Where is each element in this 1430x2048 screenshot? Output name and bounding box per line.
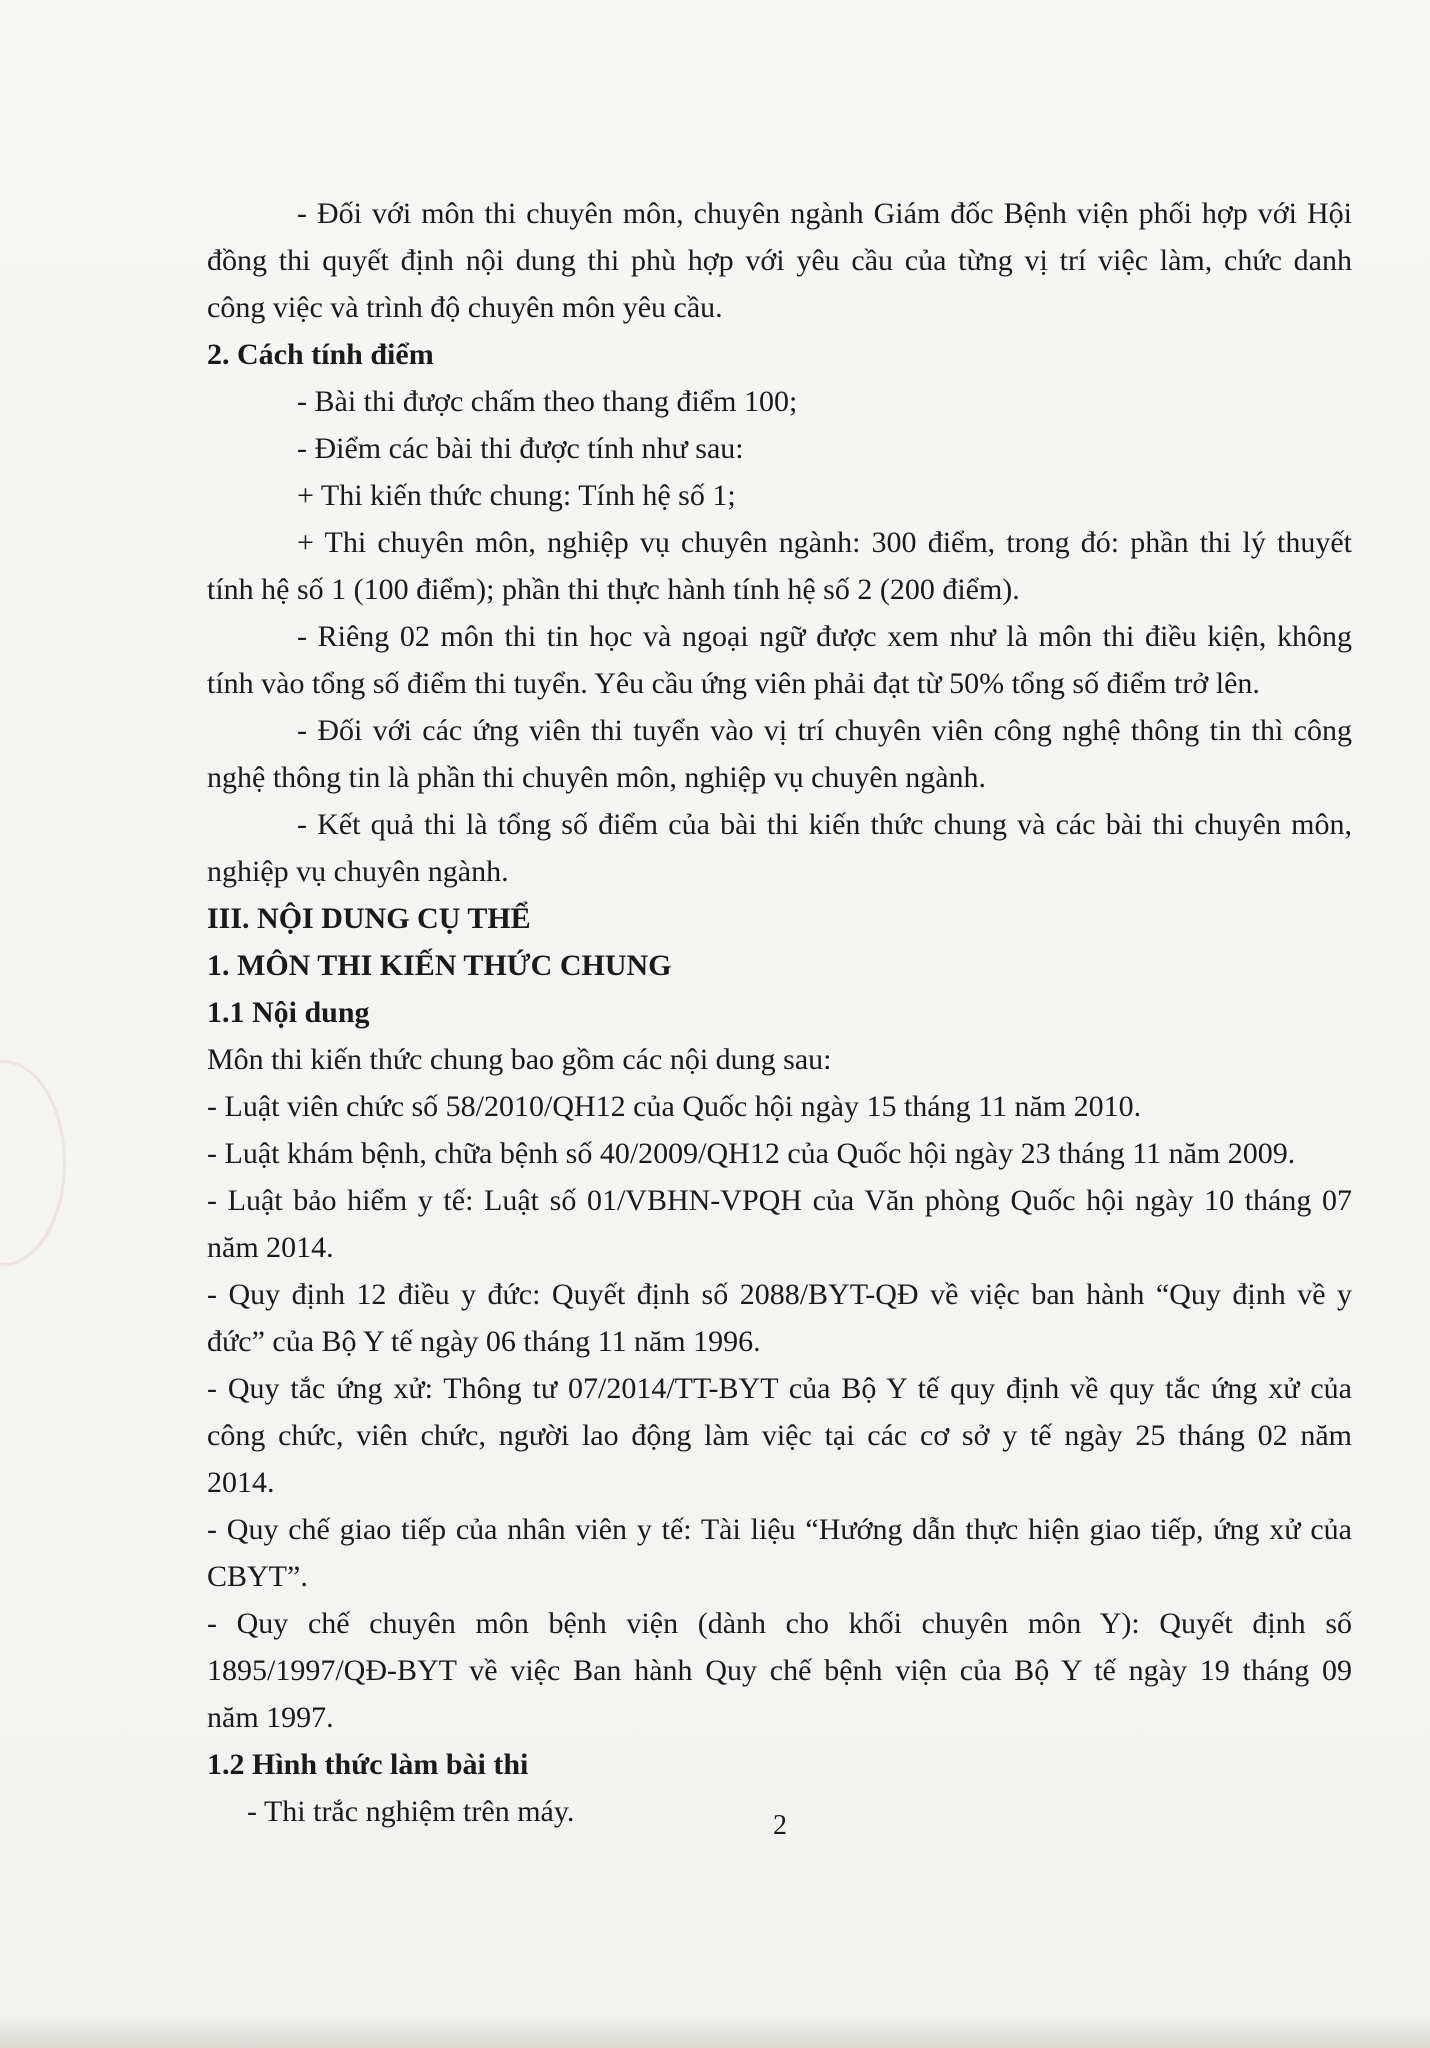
text-line: tính vào tổng số điểm thi tuyển. Yêu cầu ứng viên phải đạt từ 50% tổng số điểm trở lên. <box>207 667 1260 700</box>
text-line: nghệ thông tin là phần thi chuyên môn, nghiệp vụ chuyên ngành. <box>207 761 987 794</box>
text-line: - Riêng 02 môn thi tin học và ngoại ngữ được xem như là môn thi điều kiện, không <box>297 620 1352 653</box>
text-line: 2014. <box>207 1466 275 1499</box>
text-line: - Đối với các ứng viên thi tuyển vào vị trí chuyên viên công nghệ thông tin thì công <box>297 714 1352 747</box>
text-line: + Thi chuyên môn, nghiệp vụ chuyên ngành: 300 điểm, trong đó: phần thi lý thuyết <box>297 526 1352 559</box>
stamp-bleed-mark <box>0 1060 66 1266</box>
document-body <box>207 190 1352 1835</box>
text-line: - Luật viên chức số 58/2010/QH12 của Quốc hội ngày 15 tháng 11 năm 2010. <box>207 1090 1142 1123</box>
text-line: năm 1997. <box>207 1701 334 1734</box>
text-line: - Thi trắc nghiệm trên máy. <box>247 1795 575 1828</box>
text-line: công chức, viên chức, người lao động làm việc tại các cơ sở y tế ngày 25 tháng 02 năm <box>207 1419 1352 1452</box>
subsection-heading: 1.1 Nội dung <box>207 996 370 1029</box>
text-line: - Đối với môn thi chuyên môn, chuyên ngành Giám đốc Bệnh viện phối hợp với Hội <box>297 197 1352 230</box>
text-line: tính hệ số 1 (100 điểm); phần thi thực hành tính hệ số 2 (200 điểm). <box>207 573 1020 606</box>
text-line: - Quy chế chuyên môn bệnh viện (dành cho khối chuyên môn Y): Quyết định số <box>207 1607 1352 1640</box>
page-number: 2 <box>773 1810 787 1841</box>
text-line: đức” của Bộ Y tế ngày 06 tháng 11 năm 1996. <box>207 1325 761 1358</box>
text-line: - Bài thi được chấm theo thang điểm 100; <box>297 385 798 418</box>
text-line: - Kết quả thi là tổng số điểm của bài thi kiến thức chung và các bài thi chuyên môn, <box>297 808 1352 841</box>
text-line: - Quy chế giao tiếp của nhân viên y tế: Tài liệu “Hướng dẫn thực hiện giao tiếp, ứng xử của <box>207 1513 1352 1546</box>
subsection-heading: 1.2 Hình thức làm bài thi <box>207 1748 529 1781</box>
text-line: Môn thi kiến thức chung bao gồm các nội dung sau: <box>207 1043 832 1076</box>
text-line: - Quy tắc ứng xử: Thông tư 07/2014/TT-BYT của Bộ Y tế quy định về quy tắc ứng xử của <box>207 1372 1352 1405</box>
scan-edge-shadow <box>0 2014 1430 2048</box>
text-line: công việc và trình độ chuyên môn yêu cầu. <box>207 291 723 324</box>
text-line: - Điểm các bài thi được tính như sau: <box>297 432 744 465</box>
text-line: nghiệp vụ chuyên ngành. <box>207 855 509 888</box>
text-line: đồng thi quyết định nội dung thi phù hợp với yêu cầu của từng vị trí việc làm, chức danh <box>207 244 1352 277</box>
text-line: năm 2014. <box>207 1231 334 1264</box>
text-line: - Luật khám bệnh, chữa bệnh số 40/2009/QH12 của Quốc hội ngày 23 tháng 11 năm 2009. <box>207 1137 1296 1170</box>
text-line: - Luật bảo hiểm y tế: Luật số 01/VBHN-VPQH của Văn phòng Quốc hội ngày 10 tháng 07 <box>207 1184 1352 1217</box>
text-line: + Thi kiến thức chung: Tính hệ số 1; <box>297 479 736 512</box>
section-heading: III. NỘI DUNG CỤ THỂ <box>207 902 531 935</box>
section-heading: 1. MÔN THI KIẾN THỨC CHUNG <box>207 949 672 982</box>
text-line: - Quy định 12 điều y đức: Quyết định số 2088/BYT-QĐ về việc ban hành “Quy định về y <box>207 1278 1352 1311</box>
section-heading: 2. Cách tính điểm <box>207 338 434 371</box>
text-line: 1895/1997/QĐ-BYT về việc Ban hành Quy chế bệnh viện của Bộ Y tế ngày 19 tháng 09 <box>207 1654 1352 1687</box>
text-line: CBYT”. <box>207 1560 308 1593</box>
